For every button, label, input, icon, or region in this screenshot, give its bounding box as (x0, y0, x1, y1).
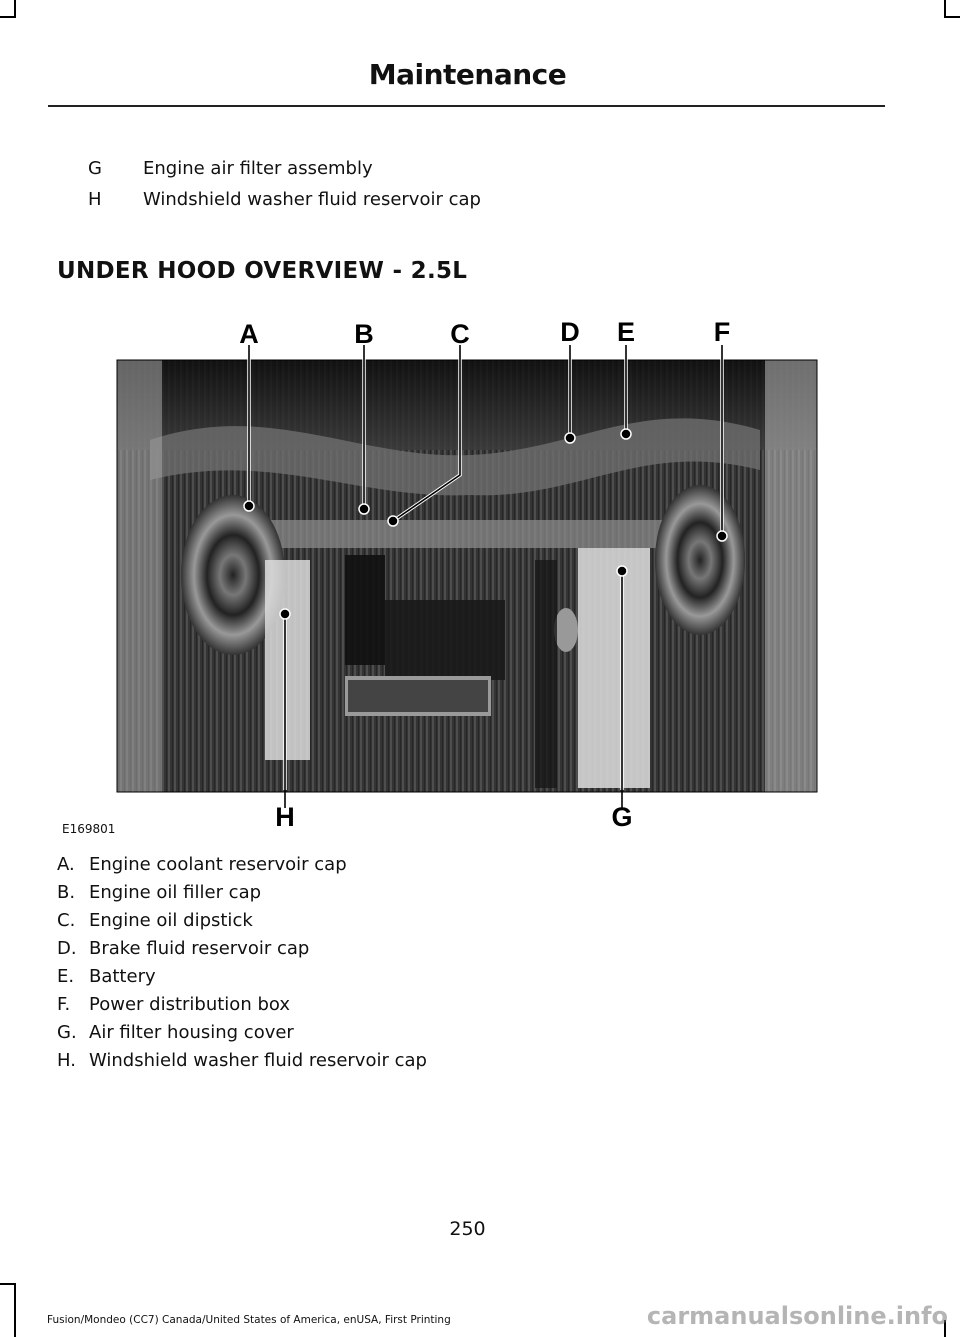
legend-text: Engine oil dipstick (89, 910, 253, 931)
legend-letter: E. (57, 966, 75, 987)
page-header-title: Maintenance (368, 58, 567, 91)
crop-mark-bottom-left (0, 1283, 16, 1285)
legend-letter: F. (57, 994, 71, 1015)
section-heading: UNDER HOOD OVERVIEW - 2.5L (57, 258, 468, 284)
legend-text: Power distribution box (89, 994, 290, 1015)
item-letter: G (88, 158, 102, 179)
callout-label: A (239, 319, 259, 349)
item-text: Engine air filter assembly (143, 158, 373, 179)
callout-label: G (611, 802, 633, 832)
legend-text: Engine oil filler cap (89, 882, 262, 903)
legend-text: Engine coolant reservoir cap (89, 854, 347, 875)
callout-label: H (275, 802, 295, 832)
callout-label: F (713, 317, 731, 347)
legend-letter: A. (57, 854, 75, 875)
crop-mark-bottom-left (14, 1283, 16, 1337)
legend-text: Battery (89, 966, 156, 987)
callout-label: E (616, 317, 636, 347)
figure-id: E169801 (62, 822, 116, 836)
legend-text: Air filter housing cover (89, 1022, 294, 1043)
legend-letter: G. (57, 1022, 77, 1043)
callout-label: B (354, 319, 374, 349)
watermark: carmanualsonline.info (646, 1302, 948, 1330)
item-text: Windshield washer fluid reservoir cap (143, 189, 481, 210)
legend-letter: H. (57, 1050, 76, 1071)
footer-publication-info: Fusion/Mondeo (CC7) Canada/United States of America, enUSA, First Printing (47, 1314, 451, 1326)
item-letter: H (88, 189, 102, 210)
legend-text: Brake fluid reservoir cap (89, 938, 310, 959)
callout-label: D (560, 317, 580, 347)
legend-letter: C. (57, 910, 76, 931)
legend-text: Windshield washer fluid reservoir cap (89, 1050, 427, 1071)
callout-label: C (450, 319, 470, 349)
legend-letter: D. (57, 938, 77, 959)
page-number: 250 (449, 1218, 486, 1240)
legend-letter: B. (57, 882, 76, 903)
